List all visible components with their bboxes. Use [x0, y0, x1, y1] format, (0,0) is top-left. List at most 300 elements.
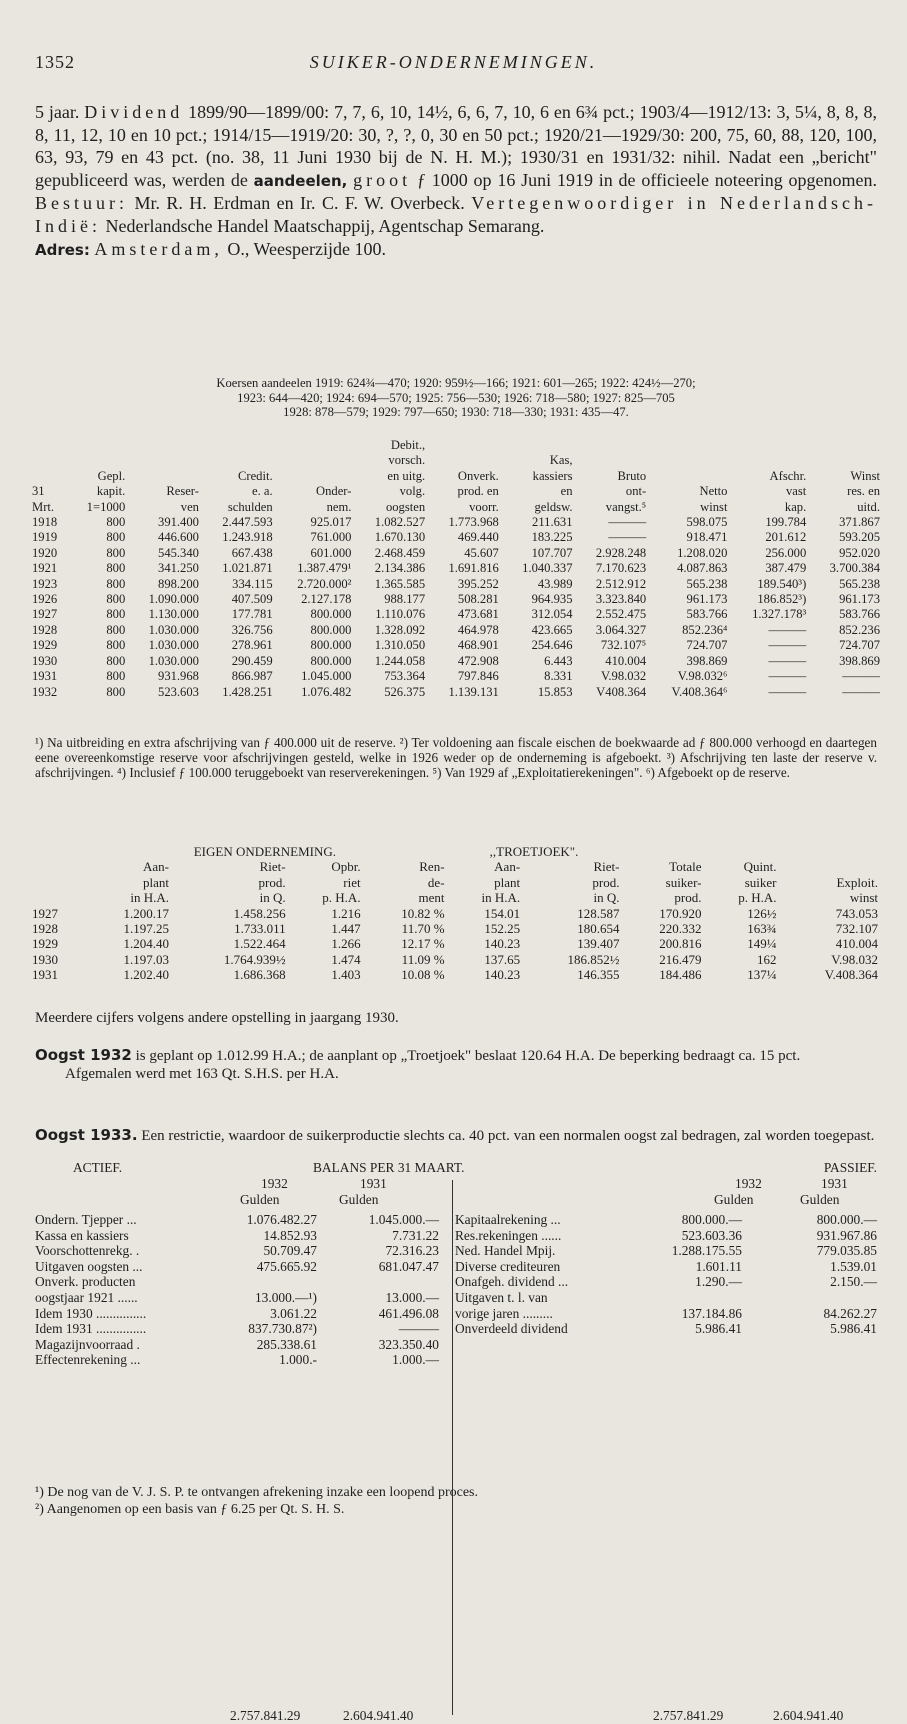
- year-label: 1932: [261, 1176, 288, 1191]
- table-cell: 593.205: [839, 530, 880, 545]
- table-cell: 371.867: [839, 515, 880, 530]
- table-cell: 800: [106, 638, 126, 653]
- actief-heading: ACTIEF.: [73, 1160, 123, 1175]
- oogst-1933-text: Een restrictie, waardoor de suikerproductie slechts ca. 40 pct. van een normalen oogst zal bedragen, zal worden toegepast.: [141, 1128, 875, 1144]
- table-cell: 2.468.459: [374, 545, 426, 560]
- balance-value-1931: 72.316.23: [385, 1243, 439, 1259]
- koersen-line: Koersen aandeelen 1919: 624¾—470; 1920: 959½—166; 1921: 601—265; 1922: 424½—270;: [216, 376, 696, 390]
- balance-row: [455, 1290, 877, 1306]
- table-cell: 446.600: [158, 530, 199, 545]
- table-cell: 1.266: [331, 936, 361, 952]
- table-cell: 898.200: [158, 576, 199, 591]
- table-cell: 154.01: [484, 905, 521, 921]
- table-cell: 107.707: [531, 545, 573, 560]
- table-cell: 211.631: [532, 515, 573, 530]
- table-cell: 137.65: [484, 951, 521, 967]
- table-cell: 152.25: [484, 921, 521, 937]
- col-header: plant: [142, 874, 169, 890]
- table-cell: 800: [106, 653, 126, 668]
- balance-value-1931: 1.539.01: [830, 1258, 877, 1274]
- table-cell: 1.764.939½: [223, 951, 286, 967]
- passief-list: [455, 1212, 877, 1337]
- table-cell: 183.225: [531, 530, 573, 545]
- total-actief-1931: 2.604.941.40: [343, 1708, 414, 1723]
- table-cell: 334.115: [232, 576, 273, 591]
- balance-value-1931: 1.045.000.—: [368, 1212, 439, 1227]
- footnote: ¹) Na uitbreiding en extra afschrijving van ƒ 400.000 uit de reserve. ²) Ter voldoening aan fiscale eischen de boekwaarde ad ƒ 800.000 verhoogd en daartegen eene overeenkomstige reserve voor afschrijvingen gesteld, welke in 1926 weder op de onderneming is afgeboekt. ³) Afschrijving ten laste der reserve v. afschrijvingen. ⁴) Inclusief ƒ 100.000 teruggeboekt van reserverekeningen. ⁵) Van 1929 af „Exploitatierekeningen". ⁶) Afgeboekt op de reserve.: [35, 735, 877, 781]
- table-cell: 526.375: [384, 684, 426, 699]
- table-cell: 1.243.918: [222, 530, 273, 545]
- balance-value-1932: 475.665.92: [256, 1258, 317, 1274]
- col-header: Ren-: [419, 859, 445, 875]
- table-cell: 732.107⁵: [600, 638, 647, 653]
- table-cell: ———: [768, 638, 807, 653]
- table-cell: 3.323.840: [595, 592, 647, 607]
- col-header: de-: [427, 874, 445, 890]
- table-cell: 925.017: [310, 515, 352, 530]
- table-cell: 1.045.000: [301, 669, 352, 684]
- table-cell: 140.23: [484, 936, 521, 952]
- oogst-1933: [35, 1126, 877, 1145]
- table-cell: 1.522.464: [233, 936, 286, 952]
- table-cell: 1.202.40: [123, 967, 169, 983]
- company-intro: [35, 101, 877, 261]
- table-cell: 918.471: [686, 530, 728, 545]
- table-cell: 184.486: [659, 967, 702, 983]
- table-cell: 1.670.130: [374, 530, 426, 545]
- table-cell: ———: [608, 530, 647, 545]
- col-header: prod.: [258, 874, 286, 890]
- table-cell: V408.364: [596, 684, 647, 699]
- col-header: Afschr.: [769, 468, 807, 483]
- balance-value-1931: 461.496.08: [378, 1305, 439, 1321]
- balance-label: Onverk. producten: [35, 1274, 136, 1290]
- table-cell: 1.244.058: [374, 653, 426, 668]
- table-cell: 1.030.000: [148, 622, 199, 637]
- table-cell: 1.208.020: [677, 545, 728, 560]
- table-cell: 256.000: [765, 545, 807, 560]
- col-header: kassiers: [532, 468, 573, 483]
- bestuur-label: Bestuur:: [35, 193, 128, 214]
- production-table: [30, 844, 880, 983]
- col-header: ven: [180, 499, 199, 514]
- table-cell: 724.707: [839, 638, 880, 653]
- table-cell: 11.70 %: [401, 921, 445, 937]
- table-cell: 395.252: [457, 576, 499, 591]
- col-header: Onverk.: [457, 468, 499, 483]
- col-header: Totale: [669, 859, 702, 875]
- table-cell: 398.869: [839, 653, 880, 668]
- oogst-1932-text2: Afgemalen werd met 163 Qt. S.H.S. per H.A.: [65, 1066, 339, 1082]
- table-cell: 186.852³): [757, 592, 807, 607]
- col-header: Bruto: [617, 468, 647, 483]
- table-cell: 1.110.076: [375, 607, 426, 622]
- table-cell: 312.054: [531, 607, 573, 622]
- balance-label: Uitgaven t. l. van: [455, 1289, 548, 1305]
- table-cell: 800.000: [310, 622, 352, 637]
- table-row: [30, 623, 882, 638]
- table-row: [30, 936, 880, 951]
- table-cell: 1930: [32, 653, 58, 668]
- col-header: e. a.: [252, 484, 273, 499]
- table-cell: 2.134.386: [374, 561, 426, 576]
- balance-label: vorige jaren .........: [455, 1305, 553, 1321]
- col-header: ment: [418, 890, 445, 906]
- table-cell: 598.075: [686, 515, 728, 530]
- table-cell: 2.512.912: [595, 576, 647, 591]
- col-header: uitd.: [857, 499, 880, 514]
- table-cell: 1.474: [331, 951, 361, 967]
- table-cell: 1.216: [331, 905, 361, 921]
- table-row: [30, 669, 882, 684]
- col-header: kap.: [784, 499, 807, 514]
- col-header: Kas,: [549, 453, 573, 468]
- table-cell: 180.654: [577, 921, 620, 937]
- table-cell: 931.968: [158, 669, 199, 684]
- table-cell: 1918: [32, 515, 58, 530]
- table-cell: 3.700.384: [829, 561, 880, 576]
- balance-label: Voorschottenrekg. .: [35, 1243, 140, 1259]
- adres-street: O., Weesperzijde 100.: [227, 238, 386, 259]
- table-cell: V.408.364⁶: [671, 684, 728, 699]
- balance-value-1932: 14.852.93: [263, 1227, 317, 1243]
- col-header: res. en: [847, 484, 880, 499]
- year-label: 1931: [360, 1176, 387, 1191]
- table-row: [30, 577, 882, 592]
- adres-label: Adres:: [35, 240, 90, 259]
- table-cell: 800: [106, 684, 126, 699]
- table-cell: 1.365.585: [374, 576, 426, 591]
- table-row: [30, 530, 882, 545]
- table-cell: 128.587: [577, 905, 620, 921]
- table-cell: 1926: [32, 592, 58, 607]
- table-cell: 200.816: [659, 936, 702, 952]
- table-cell: 800: [106, 515, 126, 530]
- balance-row: [455, 1243, 877, 1259]
- col-header: Mrt.: [32, 499, 55, 514]
- year-label: 1931: [821, 1176, 848, 1191]
- balance-label: Onverdeeld dividend: [455, 1321, 568, 1337]
- groot-label: groot: [353, 169, 412, 190]
- koersen-line: 1928: 878—579; 1929: 797—650; 1930: 718—330; 1931: 435—47.: [283, 405, 629, 419]
- table-cell: 1921: [32, 561, 58, 576]
- production-note: [35, 1009, 877, 1027]
- table-cell: 1927: [32, 607, 58, 622]
- table-cell: 583.766: [686, 607, 728, 622]
- table-cell: 797.846: [457, 669, 499, 684]
- table-cell: 800: [106, 545, 126, 560]
- col-header: suiker-: [665, 874, 702, 890]
- balance-value-1932: 1.288.175.55: [671, 1243, 742, 1259]
- total-passief-1931: 2.604.941.40: [773, 1708, 844, 1723]
- balance-row: [35, 1290, 445, 1306]
- table-cell: 473.681: [457, 607, 499, 622]
- table-cell: 12.17 %: [401, 936, 445, 952]
- table-cell: 800: [106, 530, 126, 545]
- balance-title: BALANS PER 31 MAART.: [313, 1160, 465, 1175]
- section-header: EIGEN ONDERNEMING.: [193, 844, 336, 859]
- balance-row: [35, 1274, 445, 1290]
- table-cell: 800: [106, 561, 126, 576]
- listing-text: ƒ 1000 op 16 Juni 1919 in de officieele noteering opgenomen.: [416, 169, 878, 190]
- table-cell: 137¼: [747, 967, 777, 983]
- currency-label: Gulden: [800, 1192, 840, 1207]
- col-header: Opbr.: [331, 859, 361, 875]
- table-cell: 508.281: [457, 592, 499, 607]
- table-row: [30, 607, 882, 622]
- balance-footnote-block: [35, 1484, 877, 1518]
- table-cell: 800.000: [310, 638, 352, 653]
- balance-label: oogstjaar 1921 ......: [35, 1289, 138, 1305]
- balance-row: [455, 1259, 877, 1275]
- table-cell: 667.438: [231, 545, 273, 560]
- balance-value-1932: 523.603.36: [681, 1227, 742, 1243]
- balance-label: Ondern. Tjepper ...: [35, 1212, 137, 1227]
- table-row: [30, 921, 880, 936]
- table-cell: 565.238: [839, 576, 880, 591]
- table-cell: 523.603: [158, 684, 199, 699]
- table-cell: 126½: [747, 905, 777, 921]
- col-header: volg.: [399, 484, 426, 499]
- currency-label: Gulden: [714, 1192, 754, 1207]
- balance-row: [455, 1306, 877, 1322]
- table-cell: 961.173: [686, 592, 728, 607]
- table-cell: 800: [106, 607, 126, 622]
- koersen-line: 1923: 644—420; 1924: 694—570; 1925: 756—530; 1926: 718—580; 1927: 825—705: [237, 390, 675, 405]
- table-cell: V.98.032⁶: [677, 669, 728, 684]
- table-row: [30, 592, 882, 607]
- table-cell: 743.053: [835, 905, 878, 921]
- currency-label: Gulden: [240, 1192, 280, 1207]
- table-cell: 1.197.03: [123, 951, 169, 967]
- table-cell: 43.989: [537, 576, 573, 591]
- col-header: Riet-: [593, 859, 620, 875]
- col-header: winst: [849, 890, 878, 906]
- table-cell: 10.82 %: [401, 905, 445, 921]
- col-header: Riet-: [259, 859, 286, 875]
- table-cell: 952.020: [839, 545, 880, 560]
- table-cell: 410.004: [835, 936, 878, 952]
- page-header: [35, 52, 872, 78]
- table-cell: 1.090.000: [148, 592, 199, 607]
- table-cell: 391.400: [158, 515, 199, 530]
- balance-row: [35, 1321, 445, 1337]
- balance-value-1931: 5.986.41: [830, 1321, 877, 1337]
- table-cell: 7.170.623: [595, 561, 647, 576]
- table-cell: 1929: [32, 638, 58, 653]
- col-header: Exploit.: [836, 874, 878, 890]
- table-cell: 387.479: [765, 561, 807, 576]
- table-cell: 2.447.593: [222, 515, 273, 530]
- table-cell: 326.756: [231, 622, 273, 637]
- table-cell: 2.720.000²: [297, 576, 352, 591]
- balance-row: [35, 1212, 445, 1228]
- col-header: schulden: [227, 499, 273, 514]
- table-cell: 1.447: [331, 921, 361, 937]
- col-header: Debit.,: [390, 438, 426, 452]
- table-cell: 1.130.000: [148, 607, 199, 622]
- col-header: Aan-: [142, 859, 169, 875]
- col-header: p. H.A.: [738, 890, 777, 906]
- table-cell: 146.355: [577, 967, 620, 983]
- balance-row: [35, 1352, 445, 1368]
- balance-value-1931: 2.150.—: [830, 1274, 877, 1290]
- table-row: [30, 967, 880, 982]
- balance-label: Magazijnvoorraad .: [35, 1336, 140, 1352]
- col-header: in Q.: [593, 890, 620, 906]
- col-header: 1=1000: [86, 499, 126, 514]
- balance-value-1932: 1.601.11: [695, 1258, 742, 1274]
- table-cell: 4.087.863: [677, 561, 728, 576]
- col-header: vorsch.: [388, 453, 426, 468]
- table-cell: 1.200.17: [123, 905, 169, 921]
- table-cell: 1931: [32, 669, 58, 684]
- footnote: ²) Aangenomen op een basis van ƒ 6.25 per Qt. S. H. S.: [35, 1502, 345, 1517]
- table-cell: 423.665: [531, 622, 573, 637]
- page-number: 1352: [35, 52, 75, 72]
- table-cell: 1.773.968: [448, 515, 499, 530]
- table-row: [30, 546, 882, 561]
- col-header: en: [560, 484, 573, 499]
- col-header: p. H.A.: [322, 890, 361, 906]
- table-cell: 1.686.368: [233, 967, 286, 983]
- table-cell: 724.707: [686, 638, 728, 653]
- vertegenwoordiger-label: Vertegenwoordiger in Nederlandsch-Indië:: [35, 193, 878, 236]
- currency-label: Gulden: [339, 1192, 379, 1207]
- total-passief-1932: 2.757.841.29: [653, 1708, 724, 1723]
- table-cell: 177.781: [231, 607, 273, 622]
- table-row: [30, 561, 882, 576]
- table-cell: 170.920: [659, 905, 702, 921]
- col-header: geldsw.: [534, 499, 573, 514]
- col-header: Netto: [699, 484, 728, 499]
- balance-value-1931: 800.000.—: [816, 1212, 877, 1227]
- table-cell: 964.935: [531, 592, 573, 607]
- table-cell: 1919: [32, 530, 58, 545]
- table-cell: 8.331: [544, 669, 573, 684]
- table-cell: 140.23: [484, 967, 521, 983]
- table-cell: 216.479: [659, 951, 702, 967]
- bestuur-names: Mr. R. H. Erdman en Ir. C. F. W. Overbeck.: [134, 193, 465, 214]
- column-divider: [452, 1180, 453, 1715]
- footnotes-table1: [35, 735, 877, 781]
- table-cell: 254.646: [531, 638, 573, 653]
- table-cell: 1920: [32, 545, 58, 560]
- table-cell: 1.021.871: [222, 561, 273, 576]
- balance-label: Kapitaalrekening ...: [455, 1212, 561, 1227]
- koersen-block: [35, 376, 877, 420]
- table-cell: 469.440: [457, 530, 499, 545]
- table-cell: 189.540³): [757, 576, 807, 591]
- col-header: winst: [700, 499, 728, 514]
- balance-value-1931: 779.035.85: [816, 1243, 877, 1259]
- actief-list: [35, 1212, 445, 1368]
- vertegenwoordiger-name: Nederlandsche Handel Maatschappij, Agentschap Semarang.: [105, 215, 545, 236]
- table-cell: 3.064.327: [595, 622, 647, 637]
- intro-text: 5 jaar.: [35, 102, 80, 122]
- adres-city: Amsterdam,: [94, 238, 223, 259]
- table-cell: ———: [842, 669, 880, 684]
- col-header: plant: [494, 874, 521, 890]
- table-cell: V.98.032: [831, 951, 878, 967]
- balance-value-1931: 13.000.—: [385, 1289, 439, 1305]
- table-cell: 961.173: [839, 592, 880, 607]
- balance-label: Uitgaven oogsten ...: [35, 1258, 143, 1274]
- table-cell: 2.127.178: [301, 592, 352, 607]
- table-cell: 410.004: [605, 653, 647, 668]
- balance-value-1932: 137.184.86: [681, 1305, 742, 1321]
- oogst-1932-label: Oogst 1932: [35, 1046, 132, 1064]
- balance-row: [455, 1212, 877, 1228]
- table-cell: 2.928.248: [595, 545, 647, 560]
- table-cell: 545.340: [158, 545, 199, 560]
- col-header: Reser-: [166, 484, 199, 499]
- table-cell: 1.328.092: [374, 622, 426, 637]
- table-cell: ———: [768, 653, 807, 668]
- table-cell: 199.784: [765, 515, 807, 530]
- table-row: [30, 952, 880, 967]
- balance-value-1931: 84.262.27: [823, 1305, 877, 1321]
- table-cell: 1929: [32, 936, 58, 952]
- balance-row: [35, 1306, 445, 1322]
- table-cell: 1.076.482: [301, 684, 352, 699]
- balance-label: Idem 1931 ...............: [35, 1321, 147, 1337]
- table-cell: V.98.032: [600, 669, 647, 684]
- balance-value-1931: 323.350.40: [378, 1336, 439, 1352]
- table-cell: 800: [106, 576, 126, 591]
- table-cell: 407.509: [231, 592, 273, 607]
- col-header: in Q.: [259, 890, 286, 906]
- col-header: prod.: [592, 874, 620, 890]
- table-cell: ———: [608, 515, 647, 530]
- table-cell: 1.458.256: [233, 905, 286, 921]
- table-cell: 472.908: [457, 653, 499, 668]
- col-header: voorr.: [469, 499, 499, 514]
- balance-label: Onafgeh. dividend ...: [455, 1274, 569, 1290]
- balance-row: [455, 1274, 877, 1290]
- table-cell: ———: [768, 684, 807, 699]
- table-cell: 800: [106, 622, 126, 637]
- table-cell: 732.107: [835, 921, 878, 937]
- balance-value-1932: 50.709.47: [263, 1243, 317, 1259]
- table-cell: 852.236⁴: [682, 622, 728, 637]
- table-cell: 1931: [32, 967, 58, 983]
- balance-value-1932: 837.730.87²): [248, 1321, 317, 1337]
- oogst-1933-label: Oogst 1933.: [35, 1126, 138, 1144]
- balance-row: [35, 1259, 445, 1275]
- col-header: suiker: [744, 874, 777, 890]
- col-header: in H.A.: [481, 890, 521, 906]
- col-header: prod. en: [457, 484, 499, 499]
- balance-row: [455, 1321, 877, 1337]
- table-cell: 1.030.000: [148, 638, 199, 653]
- passief-heading: PASSIEF.: [823, 1160, 877, 1175]
- dividend-label: Dividend: [84, 102, 184, 122]
- col-header: prod.: [674, 890, 702, 906]
- table-cell: 220.332: [659, 921, 702, 937]
- table-cell: 1923: [32, 576, 58, 591]
- total-actief-1932: 2.757.841.29: [230, 1708, 301, 1723]
- balance-label: Diverse crediteuren: [455, 1258, 561, 1274]
- table-cell: 398.869: [686, 653, 728, 668]
- table-cell: 464.978: [457, 622, 499, 637]
- dividend-history: 1899/90—1899/00: 7, 7, 6, 10, 14½, 6, 6, 7, 10, 6 en 6¾ pct.; 1903/4—1912/13: 3, 5¼, 8, 8, 8, 8, 11, 12, 10 en 10 pct.; 1914/15—1919/20: 30, ?, ?, 0, 30 en 50 pct.; 1920/21—1929/30: 200, 75, 60, 88, 120, 100, 63, 93, 79 en 43 pct. (no. 38, 11 Juni 1930 bij de N. H. M.); 1930/31 en 1931/32: nihil. Nadat een „bericht" gepubliceerd was, werden de: [35, 102, 877, 190]
- col-header: Quint.: [743, 859, 777, 875]
- col-header: riet: [343, 874, 361, 890]
- table-cell: 186.852½: [567, 951, 620, 967]
- table-cell: 852.236: [839, 622, 880, 637]
- balance-value-1932: 5.986.41: [695, 1321, 742, 1337]
